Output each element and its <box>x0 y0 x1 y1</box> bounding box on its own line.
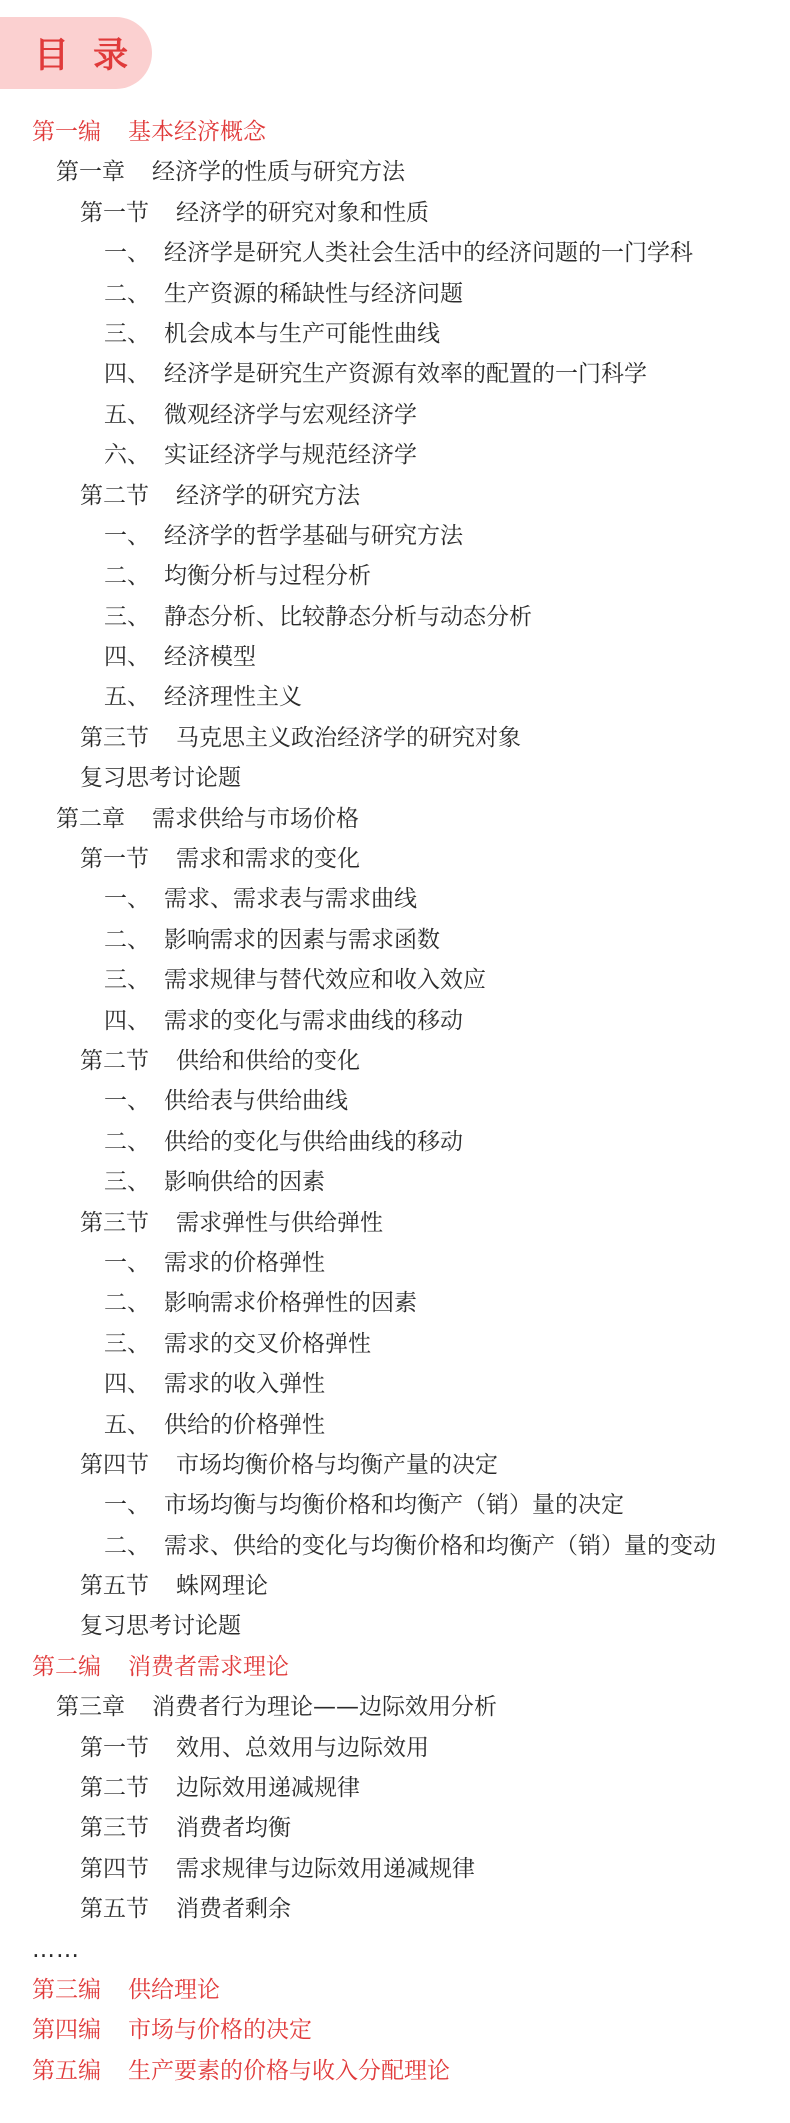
toc-entry-number: 二、 <box>104 1128 150 1155</box>
toc-entry-number: 三、 <box>104 1330 150 1357</box>
toc-entry-title: 实证经济学与规范经济学 <box>164 442 417 469</box>
toc-entry-title: 供给和供给的变化 <box>176 1047 360 1074</box>
toc-entry-number: 第三编 <box>32 1976 101 2003</box>
toc-entry-title: 供给表与供给曲线 <box>164 1088 348 1115</box>
toc-item-entry[interactable] <box>0 960 790 1000</box>
toc-section-entry[interactable] <box>0 193 790 233</box>
toc-item-entry[interactable] <box>0 677 790 717</box>
toc-entry-number: 三、 <box>104 320 150 347</box>
toc-entry-title: 经济学的哲学基础与研究方法 <box>164 522 463 549</box>
toc-item-entry[interactable] <box>0 1162 790 1202</box>
toc-item-entry[interactable] <box>0 233 790 273</box>
toc-entry-number: 第一章 <box>56 159 125 186</box>
toc-chapter-entry[interactable] <box>0 1687 790 1727</box>
toc-item-entry[interactable] <box>0 395 790 435</box>
toc-entry-number: 一、 <box>104 1492 150 1519</box>
toc-part-entry[interactable] <box>0 2051 790 2091</box>
toc-entry-number: 四、 <box>104 1007 150 1034</box>
toc-entry-number: 二、 <box>104 280 150 307</box>
toc-entry-number: 第一节 <box>80 1734 149 1761</box>
toc-section-entry[interactable] <box>0 839 790 879</box>
toc-item-entry[interactable] <box>0 1364 790 1404</box>
toc-chapter-entry[interactable] <box>0 152 790 192</box>
toc-entry-title: 市场均衡与均衡价格和均衡产（销）量的决定 <box>164 1492 624 1519</box>
toc-entry-title: 消费者均衡 <box>176 1815 291 1842</box>
toc-entry-title: 供给理论 <box>128 1976 220 2003</box>
toc-part-entry[interactable] <box>0 1647 790 1687</box>
toc-section-entry[interactable] <box>0 1566 790 1606</box>
toc-entry-number: 第四编 <box>32 2017 101 2044</box>
toc-entry-title: 消费者剩余 <box>176 1896 291 1923</box>
page-title: 目 录 <box>34 36 135 76</box>
toc-item-entry[interactable] <box>0 516 790 556</box>
toc-entry-title: 需求、供给的变化与均衡价格和均衡产（销）量的变动 <box>164 1532 716 1559</box>
toc-entry-title: 经济模型 <box>164 644 256 671</box>
toc-section-entry[interactable] <box>0 1606 790 1646</box>
toc-entry-number: 一、 <box>104 1088 150 1115</box>
toc-entry-number: 一、 <box>104 886 150 913</box>
toc-entry-number: 五、 <box>104 1411 150 1438</box>
toc-entry-number: 二、 <box>104 563 150 590</box>
toc-entry-number: 第二节 <box>80 1775 149 1802</box>
toc-section-entry[interactable] <box>0 1808 790 1848</box>
toc-entry-number: 一、 <box>104 1249 150 1276</box>
toc-entry-title: 经济学的性质与研究方法 <box>152 159 405 186</box>
toc-section-entry[interactable] <box>0 476 790 516</box>
toc-entry-number: 四、 <box>104 644 150 671</box>
toc-entry-number: 第三节 <box>80 724 149 751</box>
toc-item-entry[interactable] <box>0 354 790 394</box>
toc-entry-title: 生产要素的价格与收入分配理论 <box>128 2057 450 2084</box>
toc-entry-title: 供给的价格弹性 <box>164 1411 325 1438</box>
toc-entry-number: 第三节 <box>80 1209 149 1236</box>
table-of-contents <box>0 112 790 2091</box>
toc-entry-number: 三、 <box>104 1169 150 1196</box>
toc-entry-title: 边际效用递减规律 <box>176 1775 360 1802</box>
toc-entry-title: 均衡分析与过程分析 <box>164 563 371 590</box>
toc-entry-title: 消费者需求理论 <box>128 1653 289 1680</box>
toc-item-entry[interactable] <box>0 920 790 960</box>
toc-entry-number: 第三章 <box>56 1694 125 1721</box>
toc-item-entry[interactable] <box>0 1405 790 1445</box>
toc-entry-number: 二、 <box>104 1290 150 1317</box>
toc-entry-title: …… <box>32 1936 80 1963</box>
toc-entry-title: 需求规律与边际效用递减规律 <box>176 1855 475 1882</box>
toc-entry-title: 供给的变化与供给曲线的移动 <box>164 1128 463 1155</box>
toc-part-entry[interactable] <box>0 2010 790 2050</box>
toc-entry-number: 一、 <box>104 522 150 549</box>
toc-entry-number: 第四节 <box>80 1451 149 1478</box>
toc-entry-number: 二、 <box>104 926 150 953</box>
toc-entry-title: 经济学是研究生产资源有效率的配置的一门科学 <box>164 361 647 388</box>
toc-section-entry[interactable] <box>0 758 790 798</box>
toc-entry-number: 第五节 <box>80 1896 149 1923</box>
toc-entry-number: 第二节 <box>80 482 149 509</box>
toc-chapter-entry[interactable] <box>0 799 790 839</box>
toc-entry-number: 三、 <box>104 603 150 630</box>
toc-section-entry[interactable] <box>0 718 790 758</box>
toc-entry-title: 经济学的研究对象和性质 <box>176 199 429 226</box>
toc-entry-number: 第二节 <box>80 1047 149 1074</box>
toc-entry-title: 市场与价格的决定 <box>128 2017 312 2044</box>
toc-entry-number: 六、 <box>104 442 150 469</box>
toc-entry-title: 基本经济概念 <box>128 119 266 145</box>
toc-entry-title: 微观经济学与宏观经济学 <box>164 401 417 428</box>
toc-entry-title: 需求、需求表与需求曲线 <box>164 886 417 913</box>
toc-item-entry[interactable] <box>0 435 790 475</box>
toc-section-entry[interactable] <box>0 1203 790 1243</box>
toc-entry-number: 五、 <box>104 684 150 711</box>
toc-entry-number: 二、 <box>104 1532 150 1559</box>
toc-entry-title: 需求弹性与供给弹性 <box>176 1209 383 1236</box>
toc-entry-title: 静态分析、比较静态分析与动态分析 <box>164 603 532 630</box>
toc-entry-number: 第三节 <box>80 1815 149 1842</box>
toc-entry-title: 需求和需求的变化 <box>176 846 360 873</box>
toc-entry-title: 复习思考讨论题 <box>80 1613 241 1640</box>
toc-entry-title: 需求的交叉价格弹性 <box>164 1330 371 1357</box>
toc-section-entry[interactable] <box>0 1889 790 1929</box>
toc-section-entry[interactable] <box>0 1041 790 1081</box>
toc-section-entry[interactable] <box>0 1849 790 1889</box>
toc-entry-title: 需求的价格弹性 <box>164 1249 325 1276</box>
toc-item-entry[interactable] <box>0 1526 790 1566</box>
toc-entry-title: 影响供给的因素 <box>164 1169 325 1196</box>
toc-item-entry[interactable] <box>0 1324 790 1364</box>
toc-entry-number: 五、 <box>104 401 150 428</box>
toc-item-entry[interactable] <box>0 597 790 637</box>
toc-header-badge <box>0 17 152 89</box>
toc-part-entry[interactable] <box>0 1970 790 2010</box>
toc-entry-title: 需求供给与市场价格 <box>152 805 359 832</box>
toc-entry-title: 经济学的研究方法 <box>176 482 360 509</box>
toc-entry-title: 需求规律与替代效应和收入效应 <box>164 967 486 994</box>
toc-item-entry[interactable] <box>0 1001 790 1041</box>
toc-entry-number: 第一编 <box>32 119 101 145</box>
toc-entry-title: 需求的变化与需求曲线的移动 <box>164 1007 463 1034</box>
toc-entry-title: 生产资源的稀缺性与经济问题 <box>164 280 463 307</box>
toc-item-entry[interactable] <box>0 1122 790 1162</box>
toc-item-entry[interactable] <box>0 637 790 677</box>
toc-entry-title: 影响需求的因素与需求函数 <box>164 926 440 953</box>
toc-entry-title: 复习思考讨论题 <box>80 765 241 792</box>
toc-item-entry[interactable] <box>0 1081 790 1121</box>
toc-entry-number: 四、 <box>104 361 150 388</box>
toc-entry-title: 经济理性主义 <box>164 684 302 711</box>
toc-entry-title: 蛛网理论 <box>176 1573 268 1600</box>
toc-entry-number: 第五节 <box>80 1573 149 1600</box>
toc-entry-title: 影响需求价格弹性的因素 <box>164 1290 417 1317</box>
toc-entry-title: 市场均衡价格与均衡产量的决定 <box>176 1451 498 1478</box>
toc-entry-title: 消费者行为理论——边际效用分析 <box>152 1694 497 1721</box>
toc-item-entry[interactable] <box>0 556 790 596</box>
toc-entry-number: 一、 <box>104 240 150 267</box>
toc-entry-number: 第四节 <box>80 1855 149 1882</box>
toc-entry-number: 第二章 <box>56 805 125 832</box>
toc-entry-title: 马克思主义政治经济学的研究对象 <box>176 724 521 751</box>
toc-section-entry[interactable] <box>0 1728 790 1768</box>
toc-entry-title: 需求的收入弹性 <box>164 1371 325 1398</box>
toc-part-entry[interactable] <box>0 112 790 152</box>
toc-entry-title: 效用、总效用与边际效用 <box>176 1734 429 1761</box>
toc-entry-number: 第一节 <box>80 199 149 226</box>
toc-entry-number: 第五编 <box>32 2057 101 2084</box>
toc-ellipsis-entry[interactable] <box>0 1930 790 1970</box>
toc-entry-title: 经济学是研究人类社会生活中的经济问题的一门学科 <box>164 240 693 267</box>
toc-item-entry[interactable] <box>0 274 790 314</box>
toc-item-entry[interactable] <box>0 1485 790 1525</box>
toc-item-entry[interactable] <box>0 1243 790 1283</box>
toc-item-entry[interactable] <box>0 314 790 354</box>
toc-entry-number: 三、 <box>104 967 150 994</box>
toc-entry-title: 机会成本与生产可能性曲线 <box>164 320 440 347</box>
toc-item-entry[interactable] <box>0 879 790 919</box>
toc-section-entry[interactable] <box>0 1768 790 1808</box>
toc-item-entry[interactable] <box>0 1283 790 1323</box>
toc-entry-number: 第一节 <box>80 846 149 873</box>
toc-entry-number: 第二编 <box>32 1653 101 1680</box>
toc-entry-number: 四、 <box>104 1371 150 1398</box>
toc-section-entry[interactable] <box>0 1445 790 1485</box>
